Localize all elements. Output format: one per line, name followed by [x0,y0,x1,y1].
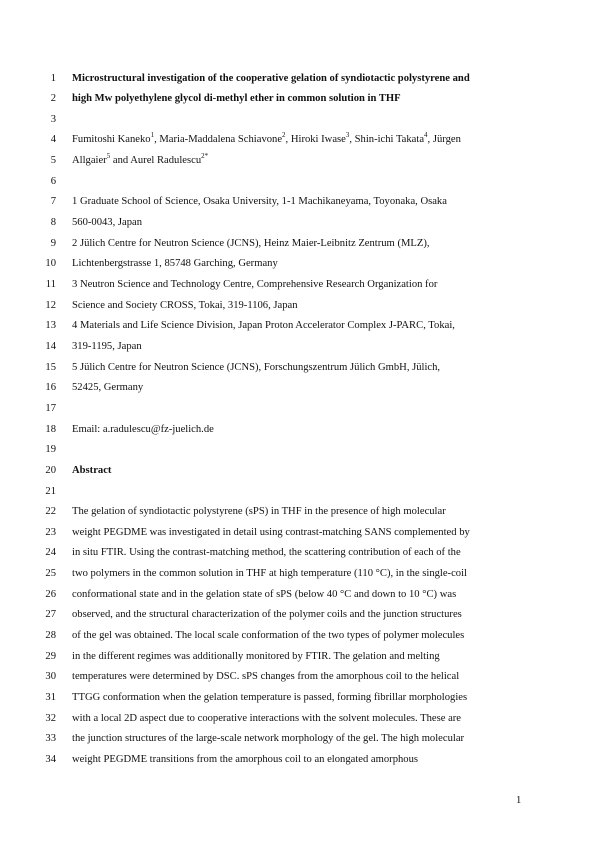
line-number: 32 [45,712,56,724]
manuscript-line [0,92,595,112]
manuscript-line [0,278,595,298]
manuscript-line [0,464,595,484]
line-number: 29 [45,650,56,662]
body-text: Allgaier$^5$ and Aurel Radulescu$^{2*}$ [72,151,209,167]
manuscript-line [0,319,595,339]
body-text: weight PEGDME transitions from the amorphous coil to an elongated amorphous [72,753,419,765]
body-text: observed, and the structural characterization of the polymer coils and the junction structures [72,609,462,621]
manuscript-line [0,526,595,546]
manuscript-line [0,402,595,422]
line-number: 28 [45,630,56,642]
line-number: 22 [45,506,56,518]
manuscript-line [0,361,595,381]
line-number: 8 [50,217,56,229]
body-text: with a local 2D aspect due to cooperative interactions with the solvent molecules. These are [72,712,461,724]
body-text: in the different regimes was additionally monitored by FTIR. The gelation and melting [72,650,440,662]
line-number: 15 [45,361,56,373]
manuscript-line [0,546,595,566]
manuscript-line [0,257,595,277]
manuscript-line [0,216,595,236]
manuscript-line [0,340,595,360]
body-text: of the gel was obtained. The local scale conformation of the two types of polymer molecules [72,630,465,642]
line-number: 20 [45,464,56,476]
line-number: 19 [45,444,56,456]
manuscript-line [0,712,595,732]
line-number: 5 [50,155,56,167]
body-text: Lichtenbergstrasse 1, 85748 Garching, Germany [72,258,278,270]
body-text: weight PEGDME was investigated in detail using contrast-matching SANS complemented by [72,526,470,538]
body-text: conformational state and in the gelation state of sPS (below 40 °C and down to 10 °C) was [72,588,457,600]
manuscript-line [0,423,595,443]
manuscript-line [0,72,595,92]
line-number: 3 [50,113,56,125]
manuscript-line [0,608,595,628]
body-text: the junction structures of the large-scale network morphology of the gel. The high molecular [72,733,465,745]
body-text: 1 Graduate School of Science, Osaka University, 1-1 Machikaneyama, Toyonaka, Osaka [72,196,447,208]
line-number: 9 [50,237,56,249]
manuscript-line [0,567,595,587]
manuscript-line [0,732,595,752]
line-number: 10 [45,258,56,270]
manuscript-line [0,175,595,195]
line-number: 21 [45,485,56,497]
manuscript-line [0,195,595,215]
line-number: 34 [45,753,56,765]
body-text: in situ FTIR. Using the contrast-matching method, the scattering contribution of each of the [72,547,461,559]
line-number: 23 [45,526,56,538]
manuscript-line [0,650,595,670]
heading-text: Abstract [72,464,112,476]
line-number: 13 [45,320,56,332]
line-number: 4 [50,134,56,146]
body-text: 560-0043, Japan [72,217,143,229]
body-text: Fumitoshi Kaneko$^1$, Maria-Maddalena Schiavone$^2$, Hiroki Iwase$^3$, Shin-ichi Takata$^4$, Jürgen [72,130,461,146]
line-number: 17 [45,402,56,414]
body-text: two polymers in the common solution in THF at high temperature (110 °C), in the single-coil [72,568,467,580]
manuscript-line [0,443,595,463]
body-text: 3 Neutron Science and Technology Centre, Comprehensive Research Organization for [72,279,438,290]
line-number: 30 [45,671,56,683]
line-number: 16 [45,382,56,394]
line-number: 33 [45,733,56,745]
line-number: 6 [50,175,56,187]
manuscript-line [0,670,595,690]
manuscript-line [0,505,595,525]
manuscript-line [0,753,595,773]
manuscript-line [0,237,595,257]
manuscript-line [0,113,595,133]
line-number: 7 [50,196,56,208]
manuscript-line [0,381,595,401]
line-number: 14 [45,340,56,352]
line-number: 31 [45,692,56,703]
manuscript-line [0,691,595,711]
line-number: 27 [45,609,56,621]
line-number: 24 [45,547,56,559]
body-text: temperatures were determined by DSC. sPS changes from the amorphous coil to the helical [72,671,460,683]
line-number: 25 [45,568,56,580]
line-number: 2 [50,93,56,105]
body-text: Science and Society CROSS, Tokai, 319-1106, Japan [72,299,298,311]
heading-text: Microstructural investigation of the cooperative gelation of syndiotactic polystyrene and [72,72,470,84]
body-text: 2 Jülich Centre for Neutron Science (JCNS), Heinz Maier-Leibnitz Zentrum (MLZ), [72,237,430,249]
body-text: 319-1195, Japan [72,340,142,352]
body-text: 5 Jülich Centre for Neutron Science (JCNS), Forschungszentrum Jülich GmbH, Jülich, [72,361,441,373]
line-number: 12 [45,299,56,311]
body-text: 52425, Germany [72,382,144,394]
line-number: 1 [50,72,56,84]
body-text: The gelation of syndiotactic polystyrene (sPS) in THF in the presence of high molecular [72,506,446,518]
line-number: 11 [45,279,56,290]
body-text: Email: a.radulescu@fz-juelich.de [72,423,214,435]
manuscript-line [0,485,595,505]
line-number: 26 [45,588,56,600]
body-text: 4 Materials and Life Science Division, Japan Proton Accelerator Complex J-PARC, Tokai, [72,320,455,332]
heading-text: high Mw polyethylene glycol di-methyl ether in common solution in THF [72,93,401,105]
manuscript-line [0,588,595,608]
manuscript-line [0,130,595,153]
manuscript-line [0,299,595,319]
line-number: 18 [45,423,56,435]
page-number: 1 [516,795,522,806]
manuscript-line [0,629,595,649]
manuscript-line [0,151,595,174]
body-text: TTGG conformation when the gelation temperature is passed, forming fibrillar morphologies [72,692,468,703]
